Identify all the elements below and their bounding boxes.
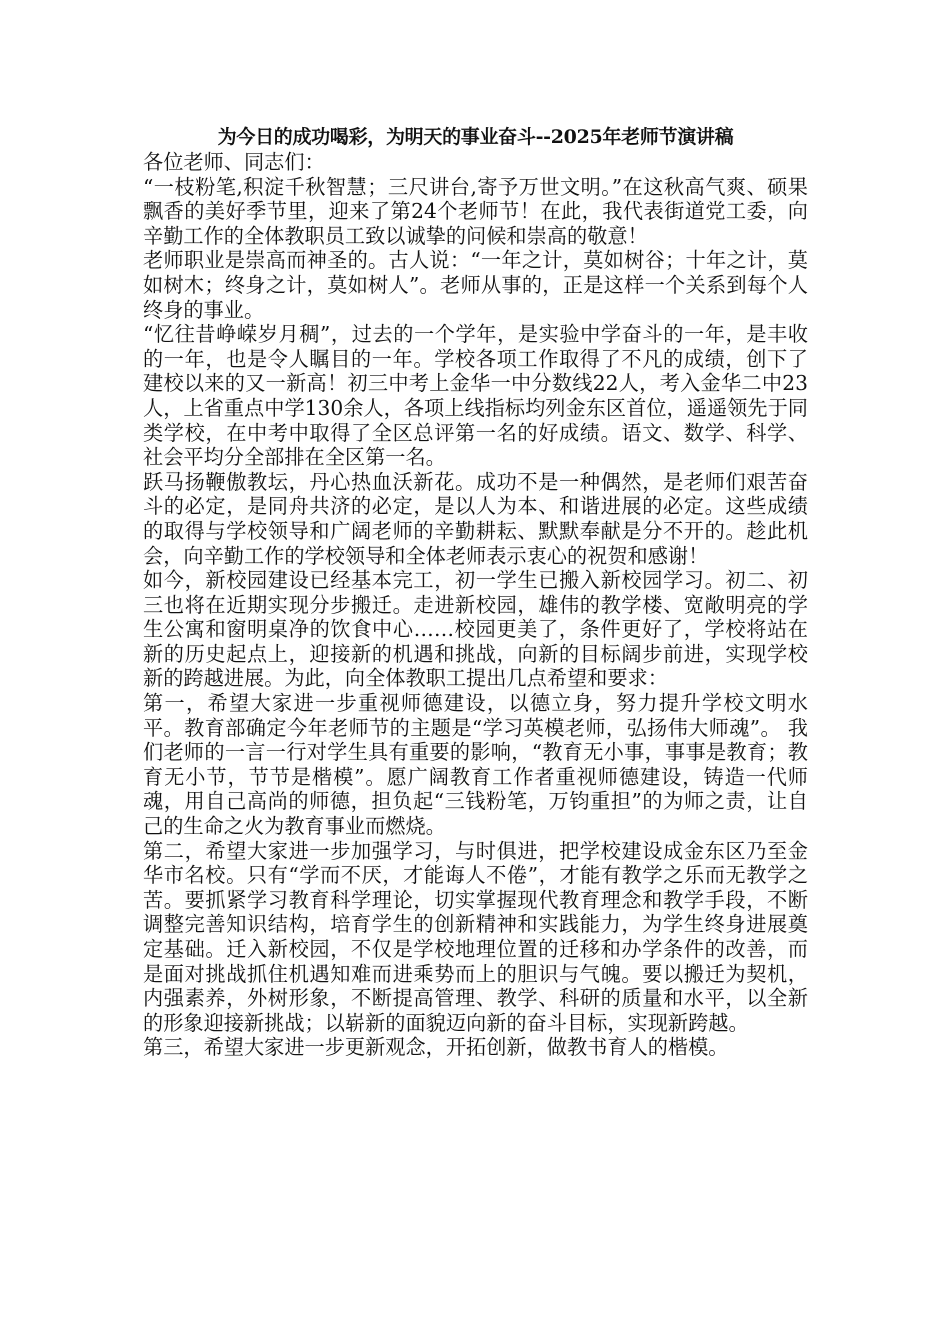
paragraph-third-hope: 第三，希望大家进一步更新观念，开拓创新，做教书育人的楷模。 — [143, 1035, 729, 1060]
salutation: 各位老师、同志们： — [143, 150, 325, 174]
paragraph-gratitude: 跃马扬鞭傲教坛，丹心热血沃新花。成功不是一种偶然，是老师们艰苦奋斗的必定，是同舟共济的必定，是以人为本、和谐进展的必定。这些成绩的取得与学校领导和广阔老师的辛勤耕耘、默默奉献是分不开的。趁此机会，向辛勤工作的学校领导和全体老师表示衷心的祝贺和感谢！ — [143, 469, 808, 568]
paragraph-achievements: “忆往昔峥嵘岁月稠”，过去的一个学年，是实验中学奋斗的一年，是丰收的一年，也是令人瞩目的一年。学校各项工作取得了不凡的成绩，创下了建校以来的又一新高！初三中考上金华一中分数线22人，考入金华二中23人，上省重点中学130余人，各项上线指标均列金东区首位，遥遥领先于同类学校，在中考中取得了全区总评第一名的好成绩。语文、数学、科学、社会平均分全部排在全区第一名。 — [143, 322, 808, 470]
document-title: 为今日的成功喝彩，为明天的事业奋斗--2025年老师节演讲稿 — [217, 126, 734, 148]
paragraph-opening: “一枝粉笔,积淀千秋智慧；三尺讲台,寄予万世文明。”在这秋高气爽、硕果飘香的美好季节里，迎来了第24个老师节！在此，我代表街道党工委，向辛勤工作的全体教职员工致以诚挚的问候和崇高的敬意！ — [143, 174, 808, 248]
paragraph-second-hope: 第二，希望大家进一步加强学习，与时俱进，把学校建设成金东区乃至金华市名校。只有“学而不厌，才能诲人不倦”，才能有教学之乐而无教学之苦。要抓紧学习教育科学理论，切实掌握现代教育理念和教学手段，不断调整完善知识结构，培育学生的创新精神和实践能力，为学生终身进展奠定基础。迁入新校园，不仅是学校地理位置的迁移和办学条件的改善，而是面对挑战抓住机遇知难而进乘势而上的胆识与气魄。要以搬迁为契机，内强素养，外树形象，不断提高管理、教学、科研的质量和水平，以全新的形象迎接新挑战；以崭新的面貌迈向新的奋斗目标，实现新跨越。 — [143, 838, 808, 1035]
paragraph-first-hope: 第一，希望大家进一步重视师德建设，以德立身，努力提升学校文明水平。教育部确定今年老师节的主题是“学习英模老师，弘扬伟大师魂”。 我们老师的一言一行对学生具有重要的影响，“教育无小事，事事是教育；教育无小节，节节是楷模”。愿广阔教育工作者重视师德建设，铸造一代师魂，用自己高尚的师德，担负起“三钱粉笔，万钧重担”的为师之责，让自己的生命之火为教育事业而燃烧。 — [143, 691, 808, 839]
paragraph-profession: 老师职业是崇高而神圣的。古人说：“一年之计，莫如树谷；十年之计，莫如树木；终身之计，莫如树人”。老师从事的，正是这样一个关系到每个人终身的事业。 — [143, 248, 808, 322]
paragraph-new-campus: 如今，新校园建设已经基本完工，初一学生已搬入新校园学习。初二、初三也将在近期实现分步搬迁。走进新校园，雄伟的教学楼、宽敞明亮的学生公寓和窗明桌净的饮食中心……校园更美了，条件更好了，学校将站在新的历史起点上，迎接新的机遇和挑战，向新的目标阔步前进，实现学校新的跨越进展。为此，向全体教职工提出几点希望和要求： — [143, 568, 808, 691]
document-body — [143, 124, 808, 1060]
